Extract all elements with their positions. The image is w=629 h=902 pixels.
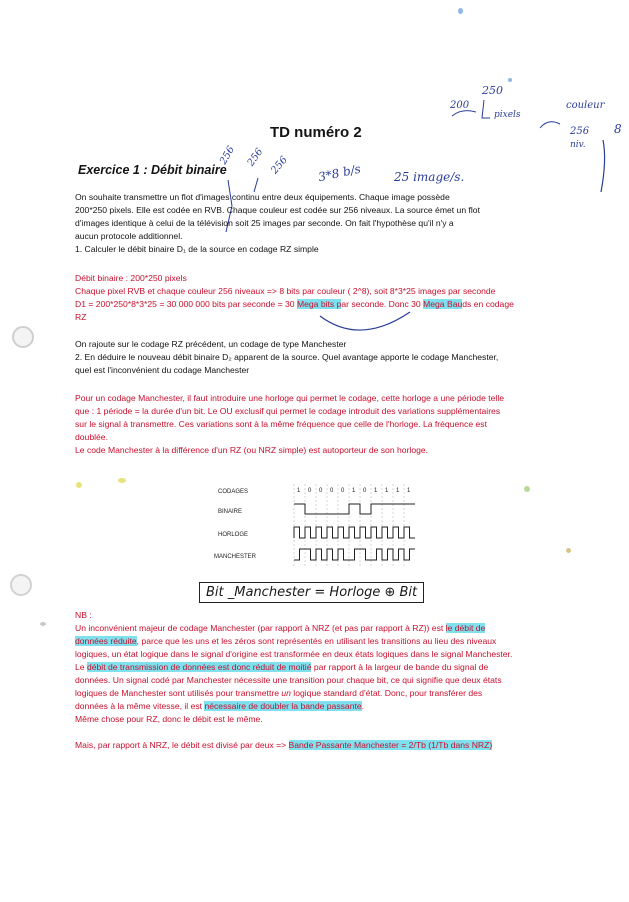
handwritten-note: niv. (570, 140, 586, 150)
bit-label: 1 (352, 488, 356, 494)
answer2-line: Le code Manchester à la différence d'un RZ (ou NRZ simple) est autoporteur de son horloge. (75, 445, 429, 455)
handwritten-note: pixels (494, 110, 521, 120)
bit-label: 1 (396, 488, 400, 494)
punch-hole (12, 326, 34, 348)
handwritten-note: 256 (269, 154, 290, 177)
intro-line: aucun protocole additionnel. (75, 231, 183, 241)
highlight: débit de transmission de données est donc réduit de moitié (86, 662, 312, 672)
highlight: Mega bits p (296, 299, 342, 309)
answer1-line: D1 = 200*250*8*3*25 = 30 000 000 bits par seconde = 30 Mega bits par seconde. Donc 30 Mega Bauds en codage (75, 299, 514, 309)
exercise-title: Exercice 1 : Débit binaire (78, 163, 227, 177)
bit-label: 1 (407, 488, 411, 494)
bit-label: 1 (385, 488, 389, 494)
answer1-line: Chaque pixel RVB et chaque couleur 256 niveaux => 8 bits par couleur ( 2^8), soit 8*3*25 images par seconde (75, 286, 496, 296)
answer2-line: Pour un codage Manchester, il faut introduire une horloge qui permet le codage, cette horloge a une période telle (75, 393, 505, 403)
nb-line: données à la même vitesse, il est nécessaire de doubler la bande passante. (75, 701, 365, 711)
nb-line: données réduite, parce que les uns et les zéros sont représentés en utilisant les transitions au lieu des niveaux (75, 636, 497, 646)
label-binaire: BINAIRE (218, 509, 243, 515)
bit-label: 0 (330, 488, 334, 494)
handwritten-note: 25 image/s. (394, 170, 465, 184)
answer2-line: doublée. (75, 432, 108, 442)
manchester-diagram (212, 476, 420, 574)
nb-line: Le débit de transmission de données est donc réduit de moitié par rapport à la largeur de bande du signal de (75, 662, 489, 672)
bit-label: 1 (297, 488, 301, 494)
label-horloge: HORLOGE (218, 532, 249, 538)
bit-label: 0 (319, 488, 323, 494)
handwritten-note: 8 (614, 122, 622, 136)
handwritten-note: 256 (245, 146, 266, 169)
answer2-line: sur le signal à transmettre. Ces variations sont à la même fréquence que celle de l'horloge. La fréquence est (75, 419, 487, 429)
question2-line: 2. En déduire le nouveau débit binaire D₂ apparent de la source. Quel avantage apporte le codage Manchester, (75, 352, 499, 362)
nb-line: Mais, par rapport à NRZ, le débit est divisé par deux => Bande Passante Manchester = 2/Tb (1/Tb dans NRZ) (75, 740, 493, 750)
nb-line: logiques de Manchester sont utilisés pour transmettre un logique standard d'état. Donc, pour transférer des (75, 688, 483, 698)
punch-hole (10, 574, 32, 596)
nb-line: logiques, un état logique dans le signal d'origine est transformée en deux états logiques dans le signal Manchester. (75, 649, 513, 659)
question-1: 1. Calculer le débit binaire D₁ de la source en codage RZ simple (75, 244, 319, 254)
question2-line: On rajoute sur le codage RZ précédent, un codage de type Manchester (75, 339, 347, 349)
bit-label: 0 (308, 488, 312, 494)
page-title: TD numéro 2 (270, 124, 362, 141)
nb-line: données. Un signal codé par Manchester nécessite une transition pour chaque bit, ce qui signifie que deux états (75, 675, 502, 685)
ink-spot (458, 8, 463, 14)
bit-label: 0 (363, 488, 367, 494)
handwritten-note: 256 (570, 126, 590, 137)
highlight: Mega Bau (423, 299, 463, 309)
handwritten-note: couleur (566, 100, 605, 111)
label-manchester: MANCHESTER (214, 554, 257, 560)
handwritten-note: 256 (218, 144, 238, 167)
handwritten-note: 250 (482, 84, 503, 97)
ink-spot (524, 486, 530, 492)
answer2-line: que : 1 période = la durée d'un bit. Le OU exclusif qui permet le codage introduit des variations supplémentaires (75, 406, 501, 416)
bit-label: 1 (374, 488, 378, 494)
ink-spot (566, 548, 571, 553)
nb-label: NB : (75, 610, 92, 620)
highlight: nécessaire de doubler la bande passante (204, 701, 362, 711)
intro-line: d'images identique à celui de la télévision soit 25 images par seconde. On fait l'hypothèse qu'il n'y a (75, 218, 454, 228)
ink-spot (76, 482, 82, 488)
bit-label: 0 (341, 488, 345, 494)
handwritten-note: 3*8 b/s (317, 161, 362, 185)
handwritten-note: 200 (450, 100, 470, 111)
ink-spot (40, 622, 46, 626)
highlight: Bande Passante Manchester = 2/Tb (1/Tb dans NRZ) (288, 740, 493, 750)
intro-line: 200*250 pixels. Elle est codée en RVB. Chaque couleur est codée sur 256 niveaux. La source émet un flot (75, 205, 480, 215)
answer1-line: Débit binaire : 200*250 pixels (75, 273, 187, 283)
formula-box: Bit _Manchester = Horloge ⊕ Bit (199, 582, 424, 603)
ink-spot (508, 78, 512, 82)
ink-spot (118, 478, 126, 483)
intro-line: On souhaite transmettre un flot d'images continu entre deux équipements. Chaque image possède (75, 192, 450, 202)
nb-line: Même chose pour RZ, donc le débit est le même. (75, 714, 263, 724)
highlight: données réduite (75, 636, 137, 646)
answer1-line: RZ (75, 312, 87, 322)
nb-line: Un inconvénient majeur de codage Manchester (par rapport à NRZ (et pas par rapport à RZ)) est le débit de (75, 623, 486, 633)
question2-line: quel est l'inconvénient du codage Manchester (75, 365, 250, 375)
label-codages: CODAGES (218, 489, 249, 495)
highlight: le débit de (445, 623, 486, 633)
